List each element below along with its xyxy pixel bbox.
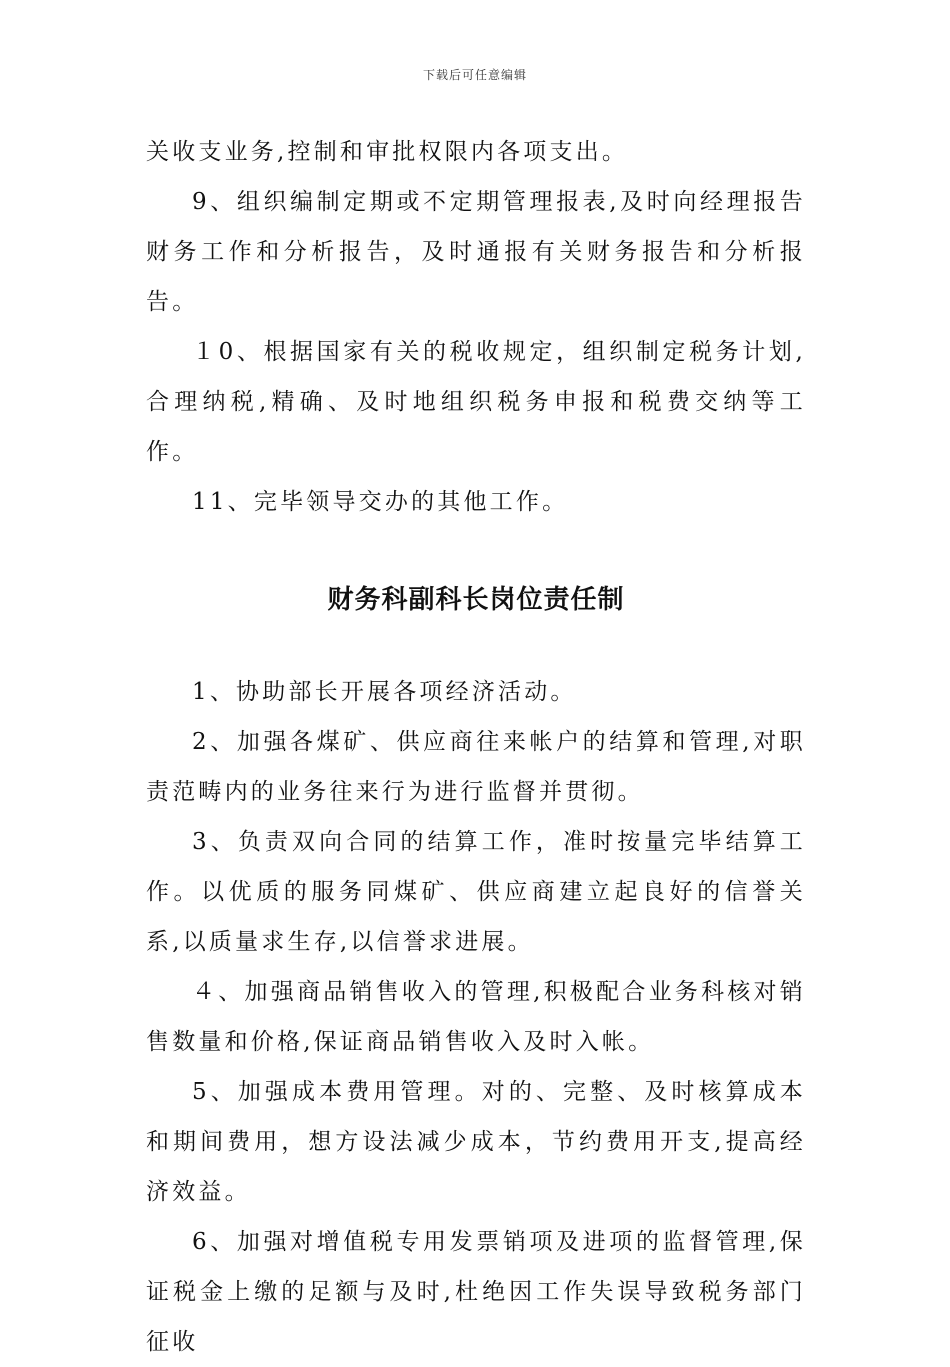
paragraph-continuation: 关收支业务,控制和审批权限内各项支出。 <box>146 139 629 165</box>
paragraph-item-10: １0、根据国家有关的税收规定，组织制定税务计划,合理纳税,精确、及时地组织税务申报和税费交纳等工作。 <box>146 339 806 465</box>
paragraph-item-9: 9、组织编制定期或不定期管理报表,及时向经理报告财务工作和分析报告，及时通报有关财务报告和分析报告。 <box>146 189 806 315</box>
paragraph-item-4: ４、加强商品销售收入的管理,积极配合业务科核对销售数量和价格,保证商品销售收入及时入帐。 <box>146 979 806 1055</box>
page-header: 下载后可任意编辑 <box>422 68 527 82</box>
section-title: 财务科副科长岗位责任制 <box>327 585 625 615</box>
paragraph-item-3: 3、负责双向合同的结算工作，准时按量完毕结算工作。以优质的服务同煤矿、供应商建立起良好的信誉关系,以质量求生存,以信誉求进展。 <box>146 829 806 955</box>
spacer <box>146 527 806 575</box>
paragraph-item-11: 11、完毕领导交办的其他工作。 <box>192 489 569 515</box>
document-body <box>146 127 806 1367</box>
paragraph-item-6: 6、加强对增值税专用发票销项及进项的监督管理,保证税金上缴的足额与及时,杜绝因工作失误导致税务部门征收 <box>146 1229 806 1355</box>
spacer <box>146 625 806 667</box>
paragraph-item-2: 2、加强各煤矿、供应商往来帐户的结算和管理,对职责范畴内的业务往来行为进行监督并贯彻。 <box>146 729 806 805</box>
paragraph-item-5: 5、加强成本费用管理。对的、完整、及时核算成本和期间费用，想方设法减少成本，节约费用开支,提高经济效益。 <box>146 1079 806 1205</box>
paragraph-item-1: 1、协助部长开展各项经济活动。 <box>192 679 577 705</box>
